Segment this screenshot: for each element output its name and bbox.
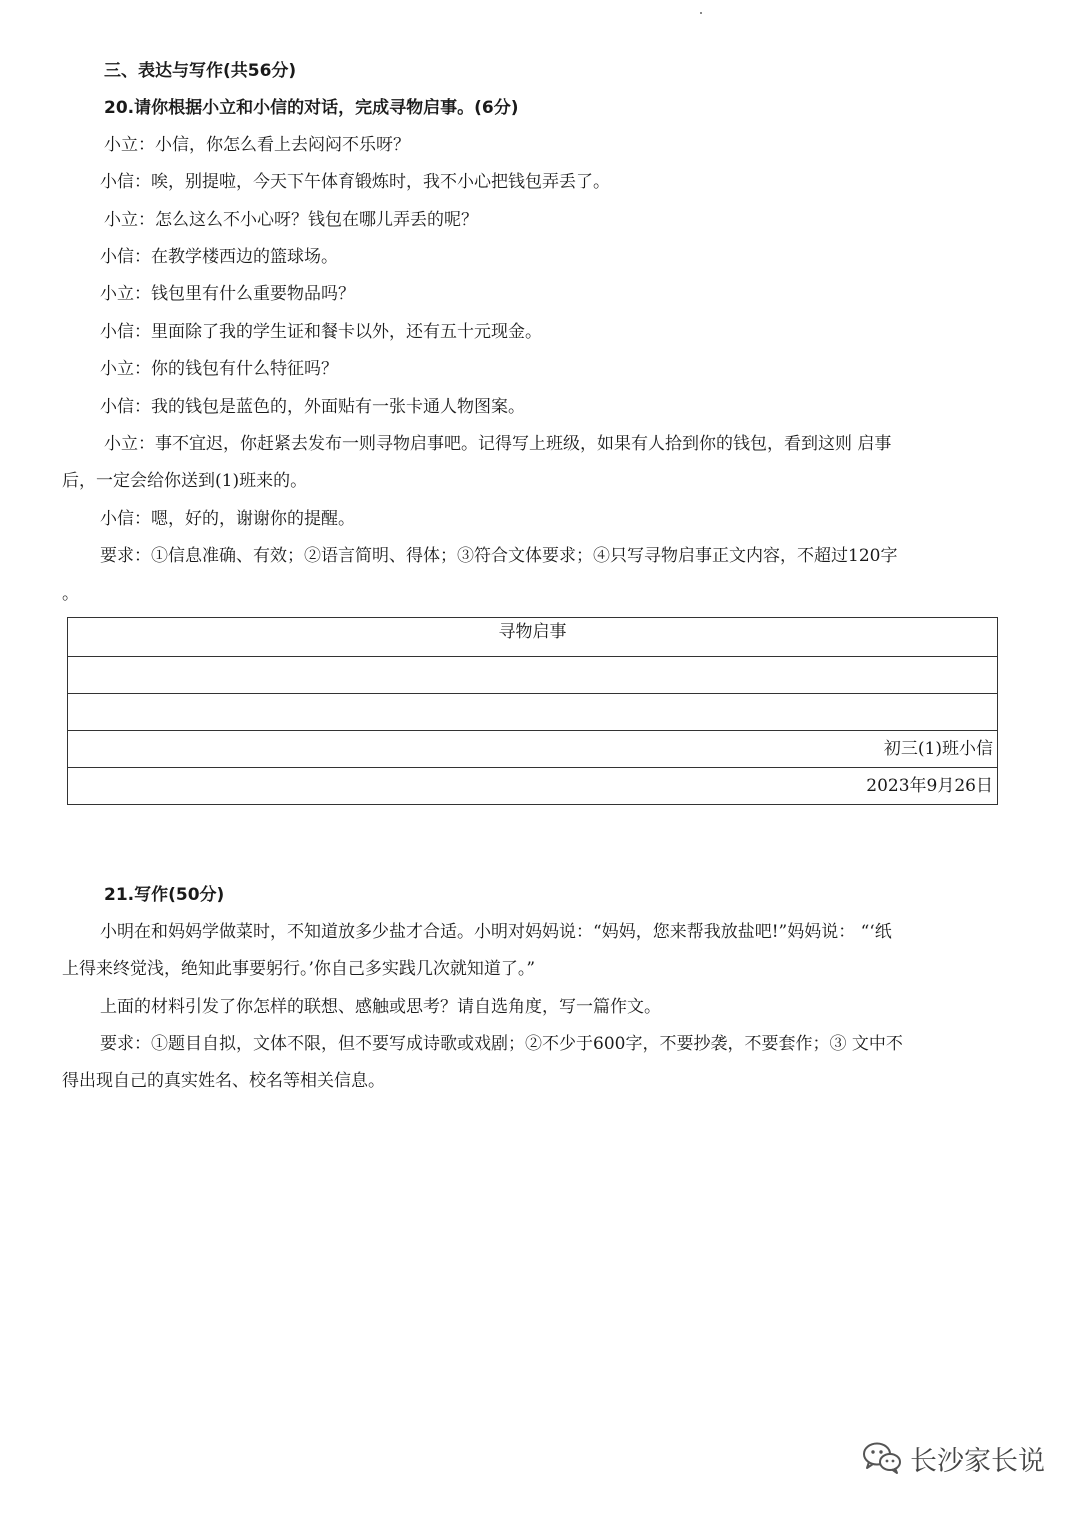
dialogue-line: 小信：我的钱包是蓝色的，外面贴有一张卡通人物图案。 <box>100 397 525 417</box>
notice-title: 寻物启事 <box>68 618 998 657</box>
dialogue-line-continued: 后，一定会给你送到(1)班来的。 <box>62 471 308 491</box>
notice-date: 2023年9月26日 <box>68 768 998 805</box>
dialogue-line: 小信：嗯，好的，谢谢你的提醒。 <box>100 509 355 529</box>
notice-blank-row[interactable] <box>68 657 998 694</box>
dialogue-line: 小立：小信，你怎么看上去闷闷不乐呀？ <box>104 135 410 155</box>
question-21-requirements: 要求：①题目自拟，文体不限，但不要写成诗歌或戏剧；②不少于600字，不要抄袭，不要套作；③ 文中不 <box>100 1034 903 1054</box>
dialogue-line: 小立：怎么这么不小心呀？钱包在哪儿弄丢的呢？ <box>104 210 478 230</box>
question-21-material-continued: 上得来终觉浅，绝知此事要躬行。’你自己多实践几次就知道了。” <box>62 959 536 979</box>
wechat-icon <box>862 1441 902 1475</box>
watermark <box>862 1436 1045 1480</box>
dialogue-line: 小立：事不宜迟，你赶紧去发布一则寻物启事吧。记得写上班级，如果有人拾到你的钱包，看到这则 启事 <box>104 434 892 454</box>
dialogue-line: 小立：你的钱包有什么特征吗？ <box>100 359 338 379</box>
question-21-prompt: 上面的材料引发了你怎样的联想、感触或思考？请自选角度，写一篇作文。 <box>100 997 661 1017</box>
question-20-title: 20.请你根据小立和小信的对话，完成寻物启事。(6分) <box>104 98 519 118</box>
dialogue-line: 小信：在教学楼西边的篮球场。 <box>100 247 338 267</box>
watermark-text: 长沙家长说 <box>910 1445 1045 1477</box>
dialogue-line: 小信：里面除了我的学生证和餐卡以外，还有五十元现金。 <box>100 322 542 342</box>
section-title: 三、表达与写作(共56分) <box>104 61 297 81</box>
question-21-requirements-continued: 得出现自己的真实姓名、校名等相关信息。 <box>62 1071 385 1091</box>
notice-signature: 初三(1)班小信 <box>68 731 998 768</box>
notice-blank-row[interactable] <box>68 694 998 731</box>
scan-speck <box>700 12 702 14</box>
lost-notice-table <box>67 617 998 805</box>
question-21-title: 21.写作(50分) <box>104 885 225 905</box>
dialogue-line: 小立：钱包里有什么重要物品吗？ <box>100 284 355 304</box>
question-20-requirements-end: 。 <box>62 584 79 604</box>
question-20-requirements: 要求：①信息准确、有效；②语言简明、得体；③符合文体要求；④只写寻物启事正文内容，不超过120字 <box>100 546 898 566</box>
dialogue-line: 小信：唉，别提啦，今天下午体育锻炼时，我不小心把钱包弄丢了。 <box>100 172 610 192</box>
question-21-material: 小明在和妈妈学做菜时，不知道放多少盐才合适。小明对妈妈说：“妈妈，您来帮我放盐吧!”妈妈说： “‘纸 <box>100 922 892 942</box>
